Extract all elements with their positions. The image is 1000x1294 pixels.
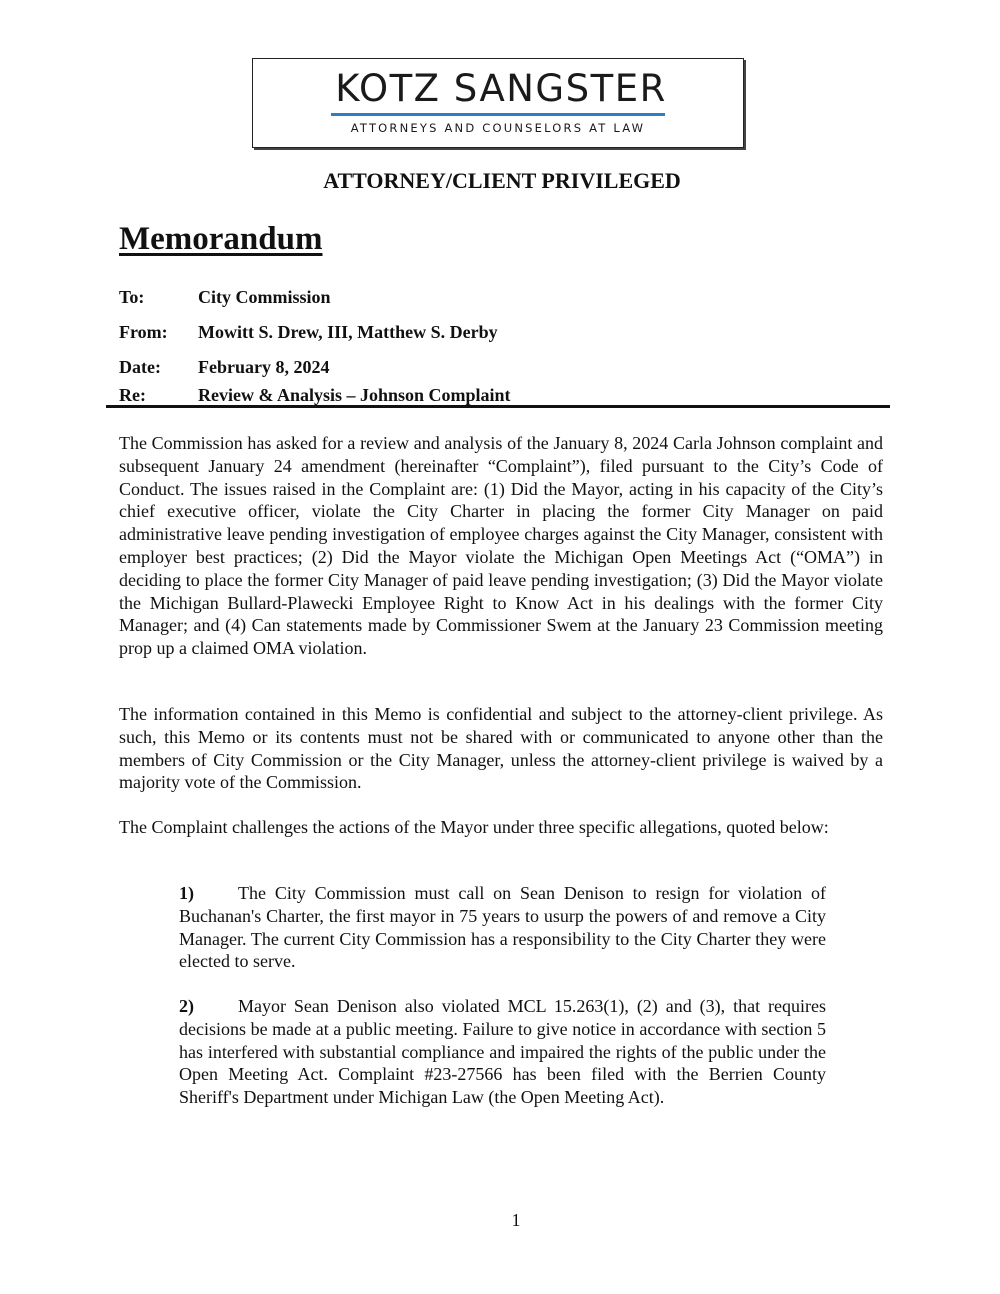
firm-name: KOTZ SANGSTER	[335, 67, 667, 110]
header-to-label: To:	[119, 287, 145, 307]
quoted-allegation-1	[179, 882, 826, 973]
privilege-heading: ATTORNEY/CLIENT PRIVILEGED	[323, 168, 681, 193]
allegation-text: The City Commission must call on Sean Denison to resign for violation of Buchanan's Charter, the first mayor in 75 years to usurp the powers of and remove a City Manager. The current City Commission has a responsibility to the City Charter they were elected to serve.	[179, 883, 826, 972]
firm-tagline: ATTORNEYS AND COUNSELORS AT LAW	[350, 121, 646, 135]
page-number: 1	[511, 1210, 521, 1230]
header-to-value: City Commission	[198, 287, 331, 307]
body-paragraph-3: The Complaint challenges the actions of the Mayor under three specific allegations, quoted below:	[119, 817, 829, 837]
firm-logo	[252, 58, 744, 148]
allegation-text: Mayor Sean Denison also violated MCL 15.263(1), (2) and (3), that requires decisions be made at a public meeting. Failure to give notice in accordance with section 5 has interfered with substantial compliance and impaired the rights of the public under the Open Meeting Act. Complaint #23-27566 has been filed with the Berrien County Sheriff's Department under Michigan Law (the Open Meeting Act).	[179, 996, 826, 1108]
header-date	[119, 357, 329, 378]
logo-accent-rule	[331, 113, 665, 116]
header-from-label: From:	[119, 322, 168, 342]
header-to	[119, 287, 331, 308]
quoted-allegation-2	[179, 995, 826, 1109]
memo-title: Memorandum	[119, 221, 323, 257]
header-re	[119, 385, 511, 406]
header-divider	[106, 405, 890, 408]
body-paragraph-2: The information contained in this Memo is confidential and subject to the attorney-client privilege. As such, this Memo or its contents must not be shared with or communicated to anyone other than the members of City Commission or the City Manager, unless the attorney-client privilege is waived by a majority vote of the Commission.	[119, 704, 883, 793]
header-from	[119, 322, 498, 343]
header-date-value: February 8, 2024	[198, 357, 330, 377]
header-from-value: Mowitt S. Drew, III, Matthew S. Derby	[198, 322, 498, 342]
allegation-number: 1)	[179, 883, 194, 903]
header-date-label: Date:	[119, 357, 161, 377]
body-paragraph-1: The Commission has asked for a review and analysis of the January 8, 2024 Carla Johnson complaint and subsequent January 24 amendment (hereinafter “Complaint”), filed pursuant to the City’s Code of Conduct. The issues raised in the Complaint are: (1) Did the Mayor, acting in his capacity of the City’s chief executive officer, violate the City Charter in placing the former City Manager on paid administrative leave pending investigation of employee charges against the City Manager, consistent with employer best practices; (2) Did the Mayor violate the Michigan Open Meetings Act (“OMA”) in deciding to place the former City Manager of paid leave pending investigation; (3) Did the Mayor violate the Michigan Bullard-Plawecki Employee Right to Know Act in his dealings with the former City Manager; and (4) Can statements made by Commissioner Swem at the January 23 Commission meeting prop up a claimed OMA violation.	[119, 433, 883, 659]
allegation-number: 2)	[179, 996, 194, 1016]
header-re-label: Re:	[119, 385, 146, 405]
header-re-value: Review & Analysis – Johnson Complaint	[198, 385, 511, 405]
